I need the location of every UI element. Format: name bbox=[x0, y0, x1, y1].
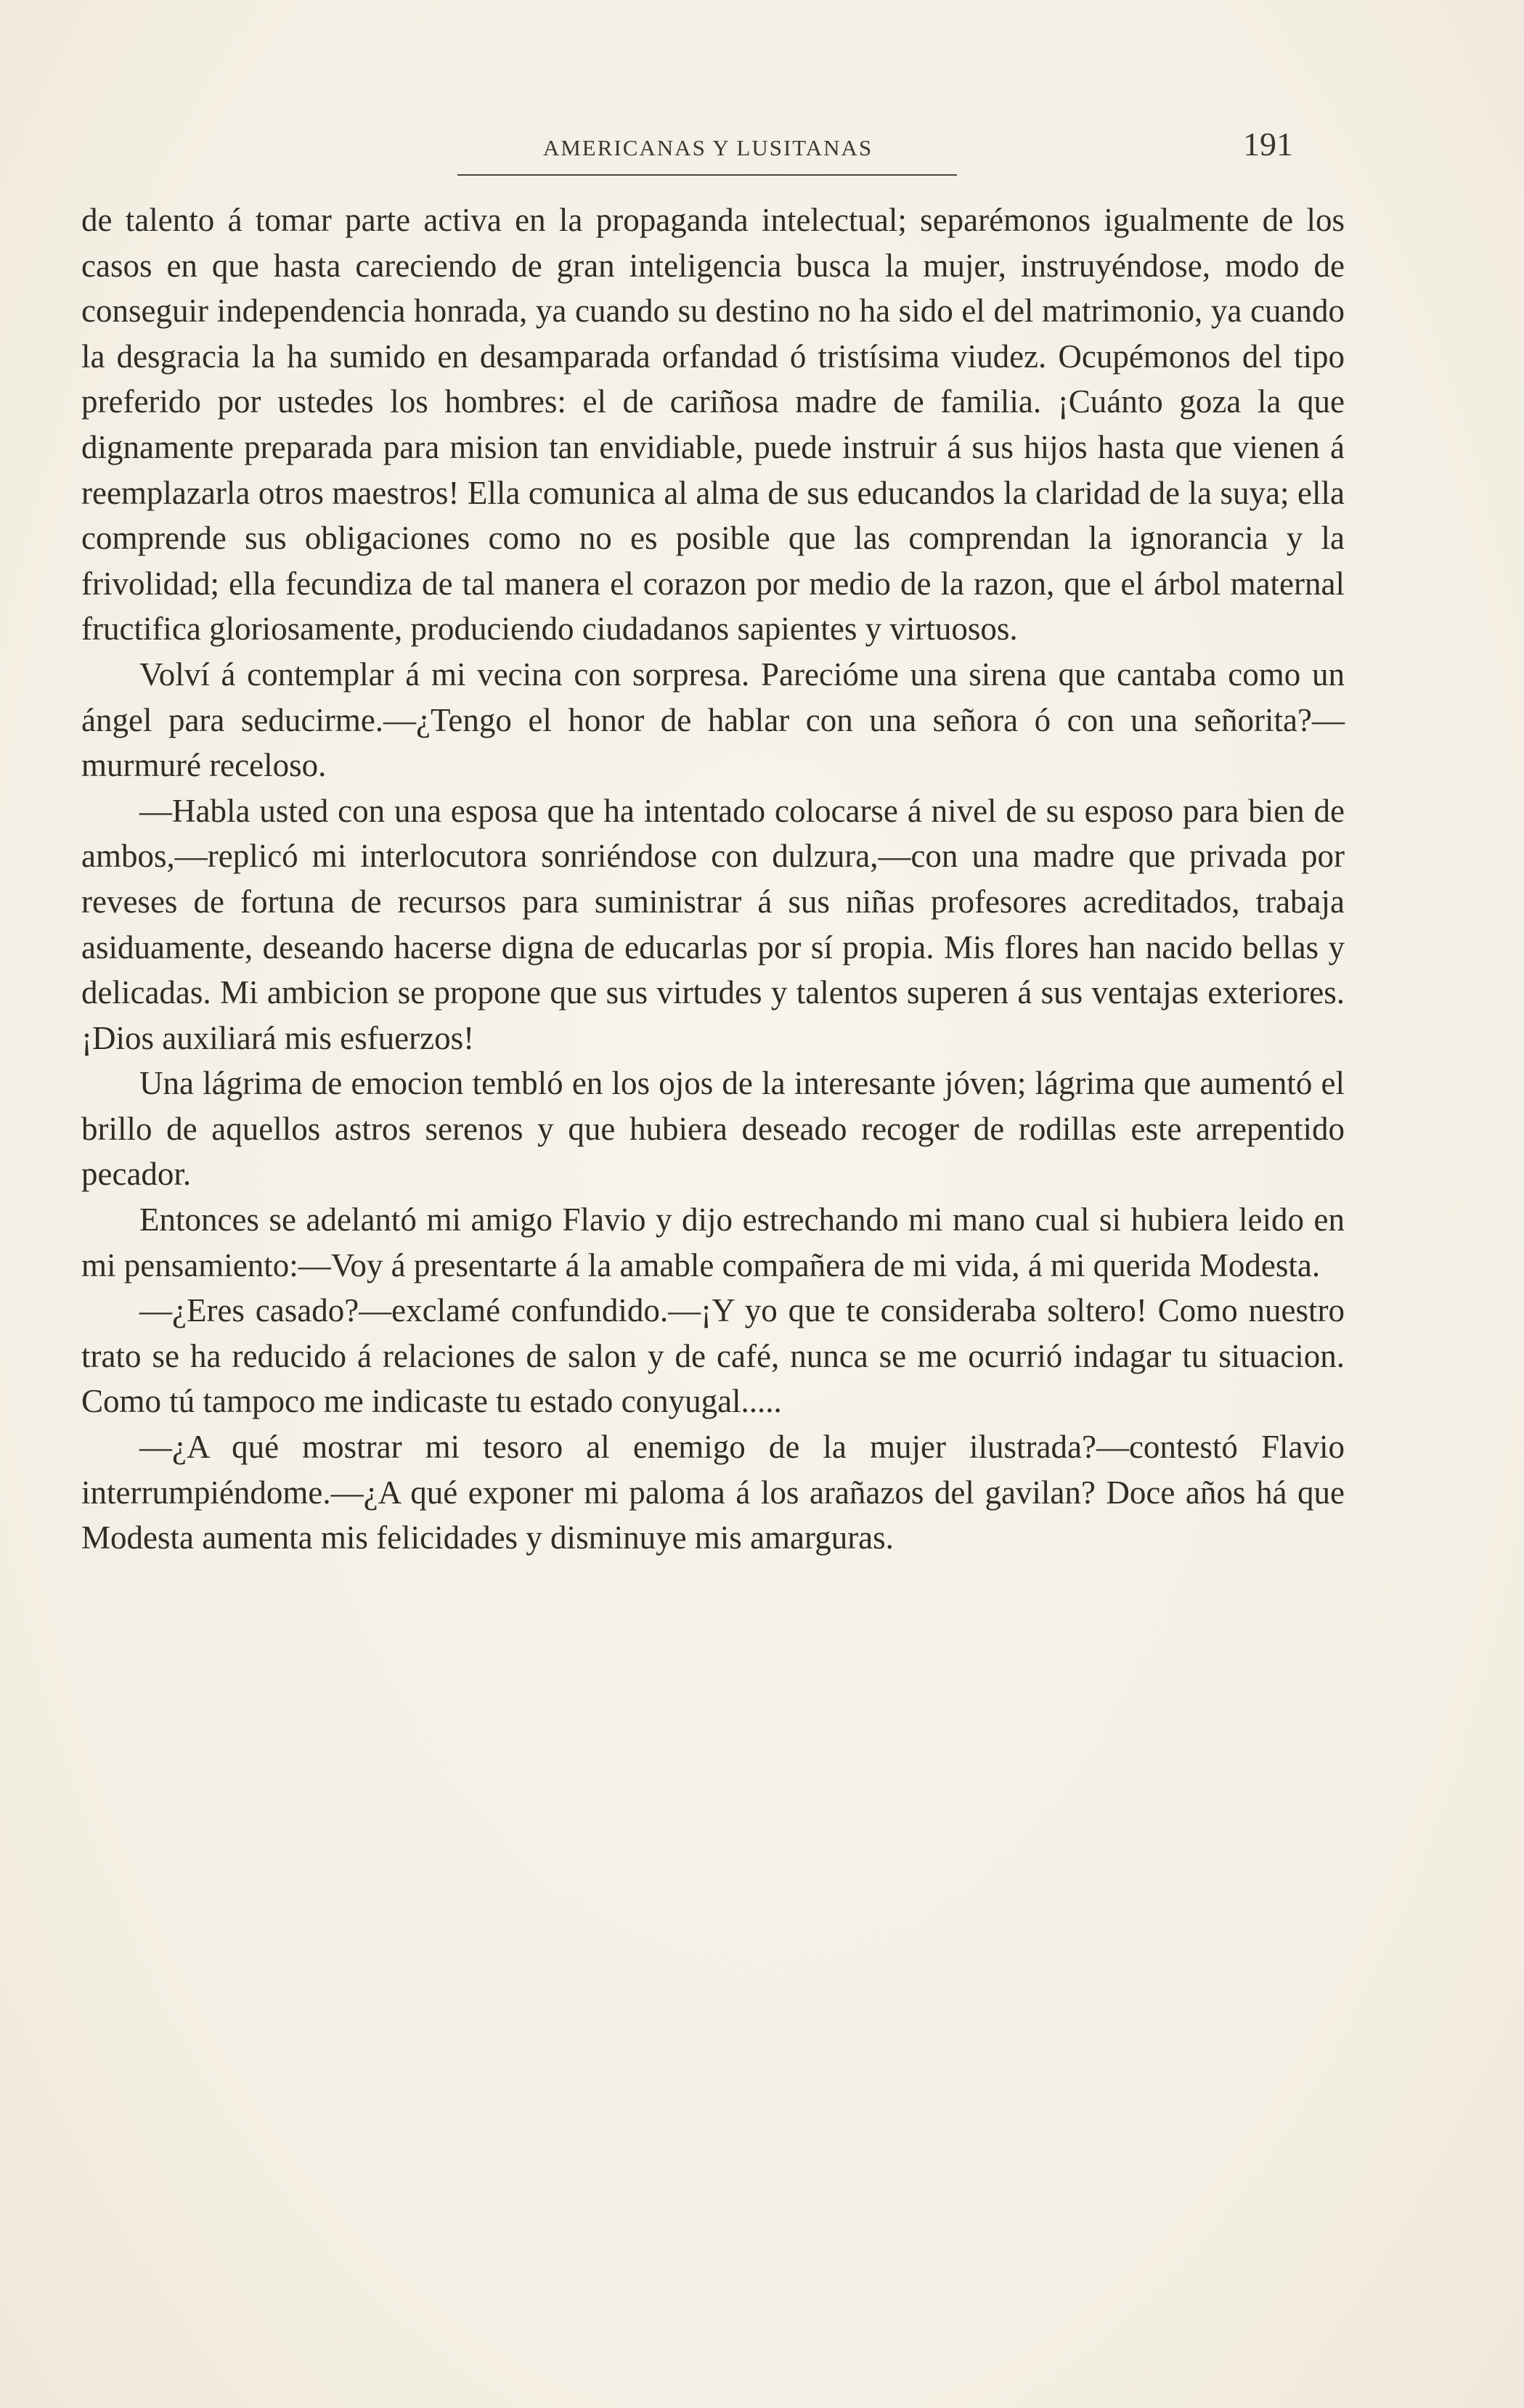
running-title: AMERICANAS Y LUSITANAS bbox=[542, 135, 873, 160]
page-number: 191 bbox=[1243, 126, 1293, 163]
paragraph: de talento á tomar parte activa en la propaganda intelectual; separémonos igualmente de los casos en que hasta careciendo de gran inteligencia busca la mujer, instruyéndose, modo de conseguir independencia honrada, ya cuando su destino no ha sido el del matrimonio, ya cuando la desgracia la ha sumido en desamparada orfandad ó tristísima viudez. Ocupémonos del tipo preferido por ustedes los hombres: el de cariñosa madre de familia. ¡Cuánto goza la que dignamente preparada para mision tan envidiable, puede instruir á sus hijos hasta que vienen á reemplazarla otros maestros! Ella comunica al alma de sus educandos la claridad de la suya; ella comprende sus obligaciones como no es posible que las comprendan la ignorancia y la frivolidad; ella fecundiza de tal manera el corazon por medio de la razon, que el árbol maternal fructifica gloriosamente, produciendo ciudadanos sapientes y virtuosos. bbox=[81, 202, 1345, 648]
paragraph: —Habla usted con una esposa que ha intentado colocarse á nivel de su esposo para bien de ambos,—replicó mi interlocutora sonriéndose con dulzura,—con una madre que privada por reveses de fortuna de recursos para suministrar á sus niñas profesores acreditados, trabaja asiduamente, deseando hacerse digna de educarlas por sí propia. Mis flores han nacido bellas y delicadas. Mi ambicion se propone que sus virtudes y talentos superen á sus ventajas exteriores. ¡Dios auxiliará mis esfuerzos! bbox=[81, 792, 1345, 1056]
paragraph: Entonces se adelantó mi amigo Flavio y dijo estrechando mi mano cual si hubiera leido en mi pensamiento:—Voy á presentarte á la amable compañera de mi vida, á mi querida Modesta. bbox=[81, 1201, 1345, 1283]
paragraph: Una lágrima de emocion tembló en los ojos de la interesante jóven; lágrima que aumentó el brillo de aquellos astros serenos y que hubiera deseado recoger de rodillas este arrepentido pecador. bbox=[81, 1065, 1345, 1193]
paragraph: —¿Eres casado?—exclamé confundido.—¡Y yo que te consideraba soltero! Como nuestro trato se ha reducido á relaciones de salon y de café, nunca se me ocurrió indagar tu situacion. Como tú tampoco me indicaste tu estado conyugal..... bbox=[81, 1292, 1345, 1420]
body-text bbox=[81, 197, 1345, 1561]
paragraph: —¿A qué mostrar mi tesoro al enemigo de la mujer ilustrada?—contestó Flavio interrumpiéndome.—¿A qué exponer mi paloma á los arañazos del gavilan? Doce años há que Modesta aumenta mis felicidades y disminuye mis amarguras. bbox=[81, 1429, 1345, 1556]
header-rule bbox=[457, 174, 957, 176]
paragraph: Volví á contemplar á mi vecina con sorpresa. Parecióme una sirena que cantaba como un ángel para seducirme.—¿Tengo el honor de hablar con una señora ó con una señorita?—murmuré receloso. bbox=[81, 656, 1345, 784]
